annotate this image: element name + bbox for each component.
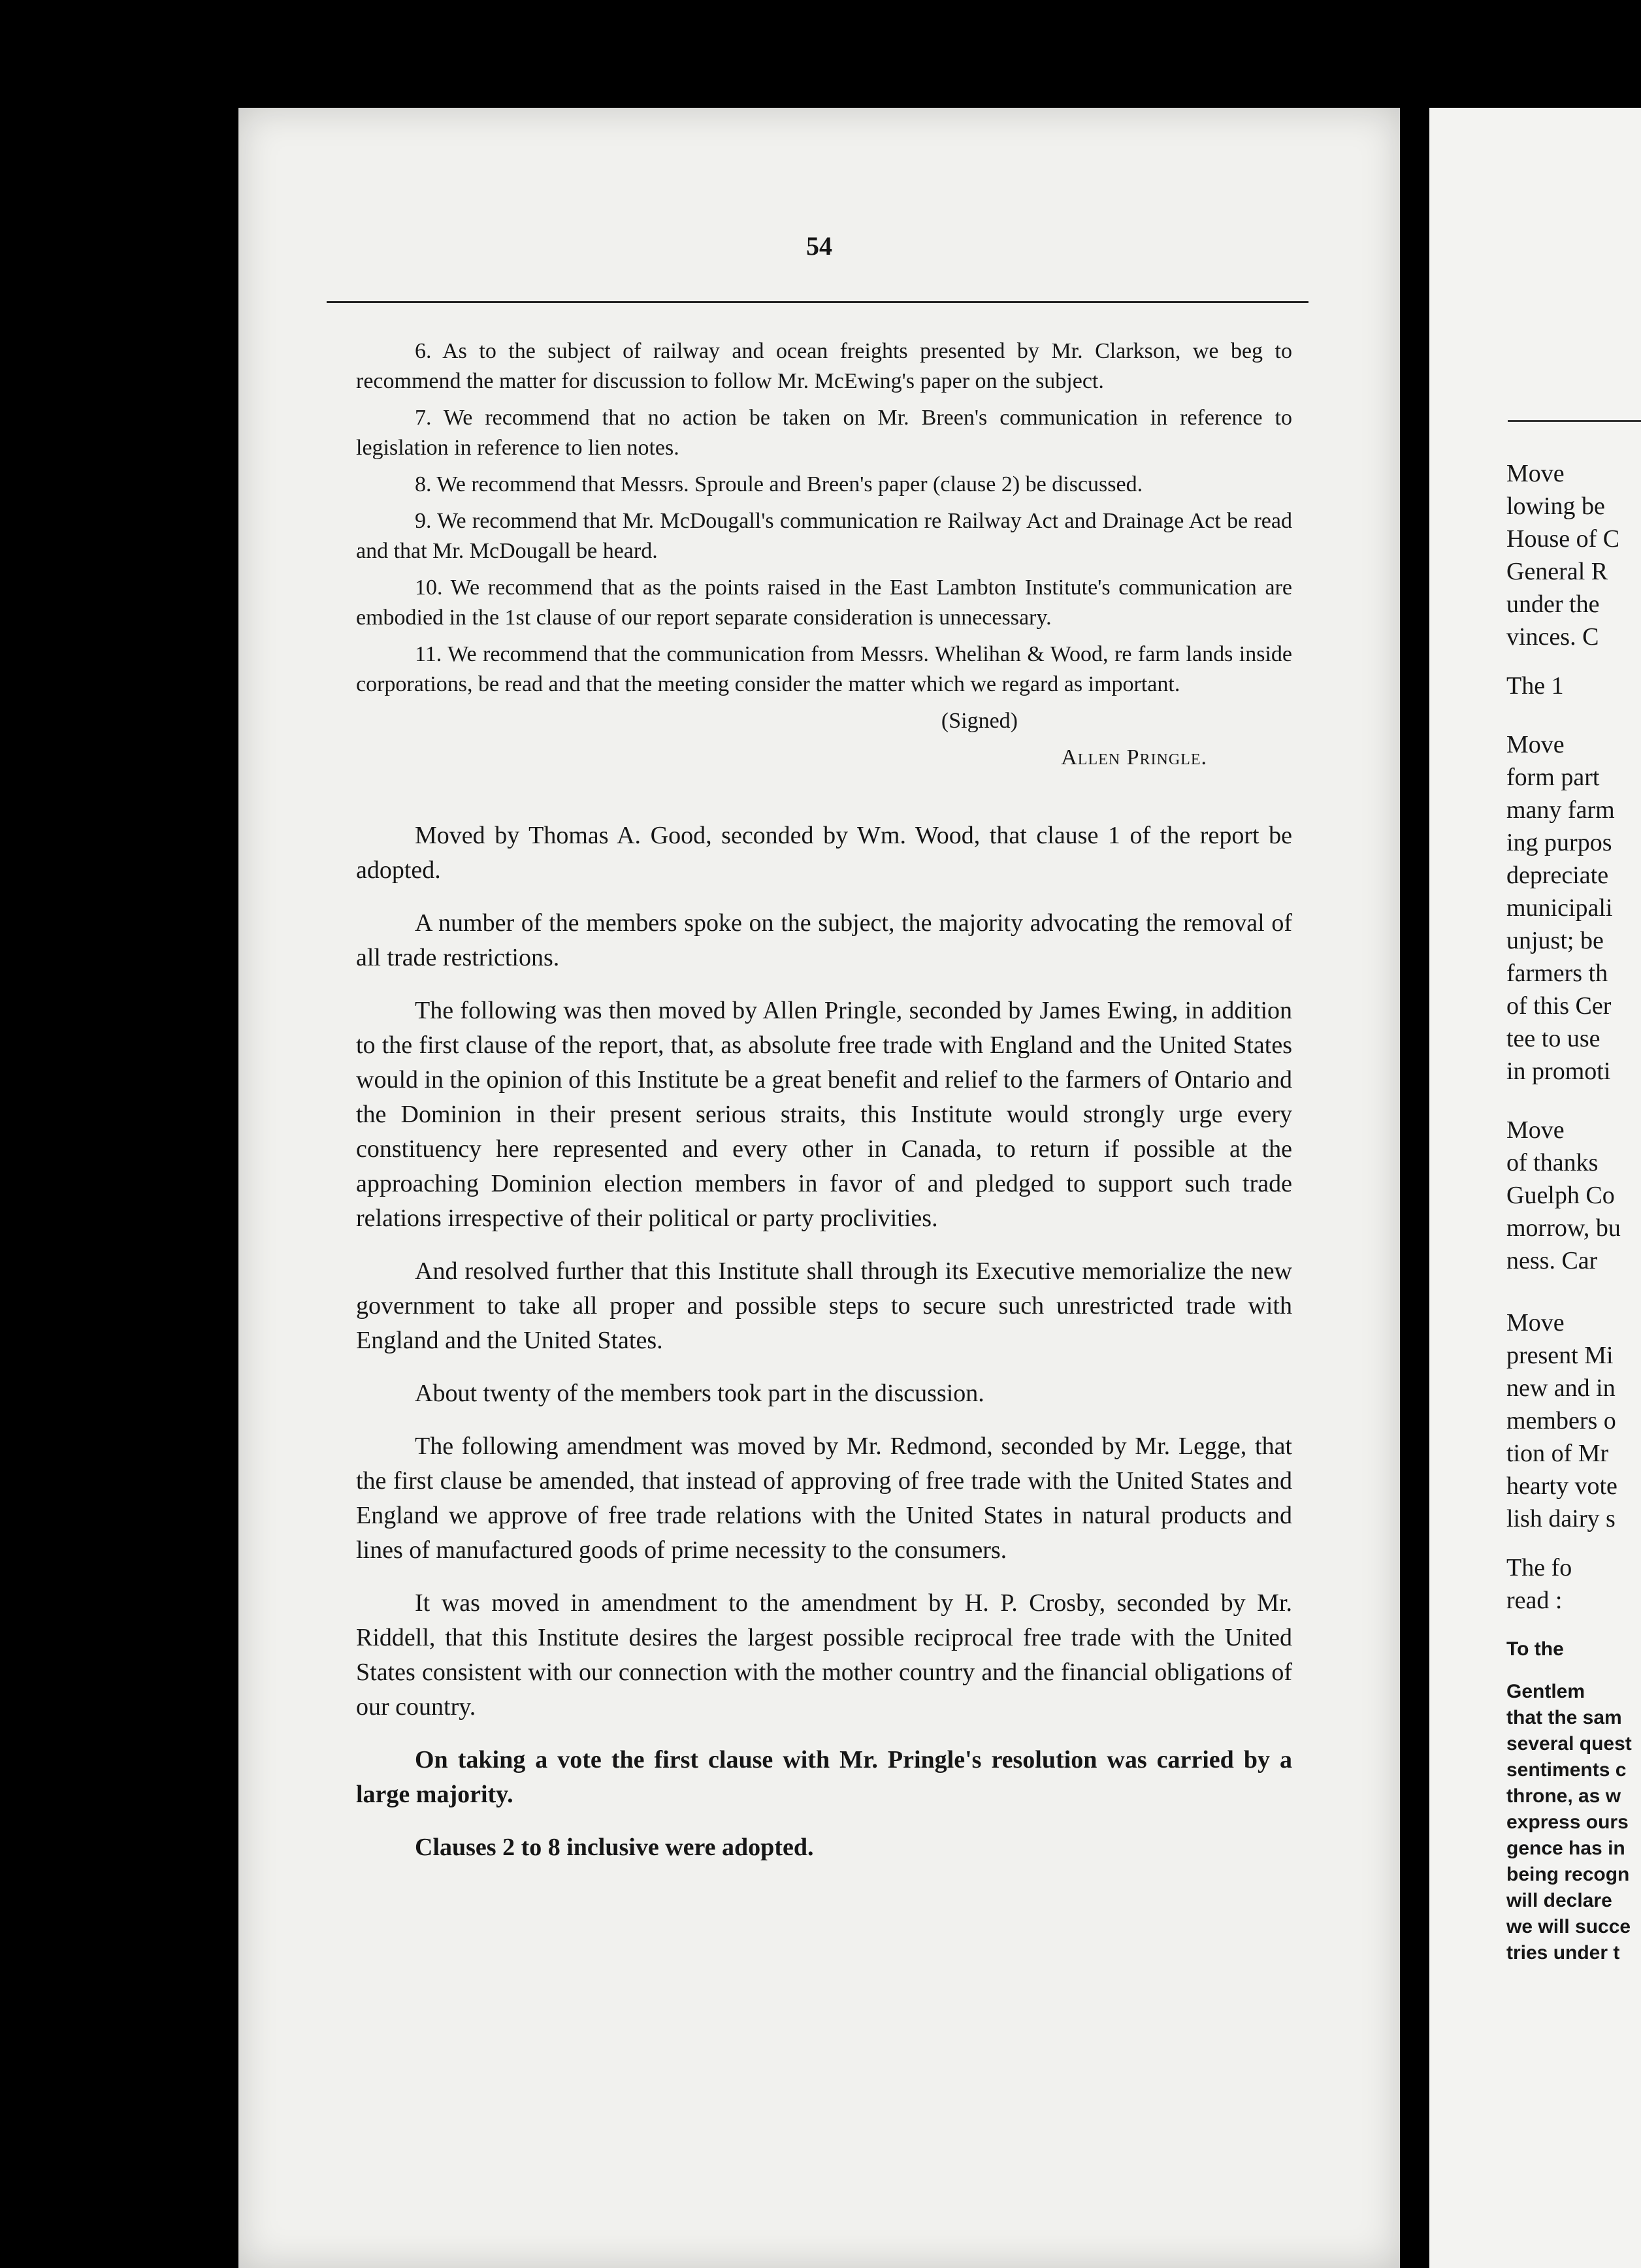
adjacent-line: tries under t — [1506, 1942, 1620, 1964]
adjacent-line: express ours — [1506, 1811, 1629, 1833]
signed-label: (Signed) — [941, 709, 1018, 733]
adjacent-line: To the — [1506, 1638, 1564, 1660]
adjacent-line: present Mi — [1506, 1342, 1614, 1369]
adjacent-header-rule — [1508, 420, 1641, 422]
paragraph-motion-clause-1: Moved by Thomas A. Good, seconded by Wm. Wood, that clause 1 of the report be adopted. — [356, 822, 1292, 884]
adjacent-line: municipali — [1506, 894, 1613, 922]
adjacent-line: sentiments c — [1506, 1759, 1627, 1781]
adjacent-line: read : — [1506, 1587, 1563, 1614]
report-item-8: 8. We recommend that Messrs. Sproule and Breen's paper (clause 2) be discussed. — [415, 472, 1143, 496]
report-item-7: 7. We recommend that no action be taken on Mr. Breen's communication in reference to legislation in reference to lien notes. — [356, 406, 1292, 460]
paragraph-redmond-amendment: The following amendment was moved by Mr. Redmond, seconded by Mr. Legge, that the first clause be amended, that instead of approving of free trade with the United States and England we approve of free trade relations with the United States in natural products and lines of manufactured goods of prime necessity to the consumers. — [356, 1433, 1292, 1564]
adjacent-line: Move — [1506, 731, 1565, 758]
adjacent-line: House of C — [1506, 525, 1620, 553]
adjacent-line: farmers th — [1506, 960, 1608, 987]
adjacent-line: unjust; be — [1506, 927, 1604, 954]
adjacent-line: tee to use — [1506, 1025, 1600, 1052]
adjacent-line: several quest — [1506, 1733, 1632, 1755]
signature: Allen Pringle. — [1061, 745, 1207, 770]
adjacent-line: gence has in — [1506, 1838, 1625, 1859]
adjacent-line: ing purpos — [1506, 829, 1612, 856]
report-item-11: 11. We recommend that the communication from Messrs. Whelihan & Wood, re farm lands inside corporations, be read and that the meeting consider the matter which we regard as important. — [356, 642, 1292, 696]
header-rule — [327, 301, 1308, 303]
paragraph-clauses-adopted: Clauses 2 to 8 inclusive were adopted. — [415, 1834, 814, 1861]
paragraph-vote-result: On taking a vote the first clause with Mr. Pringle's resolution was carried by a large majority. — [356, 1746, 1292, 1808]
adjacent-line: will declare — [1506, 1890, 1612, 1911]
paragraph-pringle-motion: The following was then moved by Allen Pringle, seconded by James Ewing, in addition to the first clause of the report, that, as absolute free trade with England and the United States would in the opinion of this Institute be a great benefit and relief to the farmers of Ontario and the Dominion in their present serious straits, this Institute would strongly urge every constituency here represented and every other in Canada, to return if possible at the approaching Dominion election members in favor of and pledged to support such trade relations irrespective of their political or party proclivities. — [356, 997, 1293, 1232]
adjacent-line: Move — [1506, 460, 1565, 487]
adjacent-line: in promoti — [1506, 1058, 1611, 1085]
paragraph-crosby-amendment: It was moved in amendment to the amendment by H. P. Crosby, seconded by Mr. Riddell, that this Institute desires the largest possible reciprocal free trade with the United States consistent with our connection with the mother country and the financial obligations of our country. — [356, 1589, 1292, 1721]
page-number: 54 — [806, 231, 832, 261]
page-content — [356, 336, 1292, 1883]
adjacent-line: Move — [1506, 1309, 1565, 1336]
adjacent-page — [1429, 108, 1641, 2268]
adjacent-line: new and in — [1506, 1374, 1616, 1402]
adjacent-line: Move — [1506, 1116, 1565, 1144]
adjacent-line: The 1 — [1506, 672, 1564, 700]
adjacent-line: form part — [1506, 764, 1600, 791]
adjacent-line: Gentlem — [1506, 1681, 1585, 1702]
report-item-6: 6. As to the subject of railway and ocean freights presented by Mr. Clarkson, we beg to recommend the matter for discussion to follow Mr. McEwing's paper on the subject. — [356, 339, 1292, 393]
paragraph-discussion: About twenty of the members took part in the discussion. — [415, 1380, 984, 1407]
adjacent-line: of this Cer — [1506, 992, 1612, 1020]
report-item-9: 9. We recommend that Mr. McDougall's communication re Railway Act and Drainage Act be read and that Mr. McDougall be heard. — [356, 509, 1292, 563]
adjacent-line: hearty vote — [1506, 1472, 1617, 1500]
adjacent-line: General R — [1506, 558, 1608, 585]
adjacent-line: lowing be — [1506, 493, 1605, 520]
adjacent-line: morrow, bu — [1506, 1214, 1621, 1242]
paragraph-resolved-further: And resolved further that this Institute shall through its Executive memorialize the new government to take all proper and possible steps to secure such unrestricted trade with England and the United States. — [356, 1257, 1292, 1354]
adjacent-line: under the — [1506, 591, 1600, 618]
adjacent-line: depreciate — [1506, 862, 1609, 889]
adjacent-line: members o — [1506, 1407, 1616, 1434]
adjacent-line: tion of Mr — [1506, 1440, 1609, 1467]
adjacent-line: we will succe — [1506, 1916, 1631, 1937]
adjacent-line: lish dairy s — [1506, 1505, 1616, 1532]
report-item-10: 10. We recommend that as the points raised in the East Lambton Institute's communication are embodied in the 1st clause of our report separate consideration is unnecessary. — [356, 575, 1292, 630]
adjacent-line: Guelph Co — [1506, 1182, 1615, 1209]
left-page — [238, 108, 1400, 2268]
adjacent-line: being recogn — [1506, 1864, 1630, 1885]
adjacent-line: that the sam — [1506, 1707, 1622, 1728]
adjacent-line: throne, as w — [1506, 1785, 1621, 1807]
paragraph-members-spoke: A number of the members spoke on the subject, the majority advocating the removal of all trade restrictions. — [356, 909, 1292, 971]
adjacent-line: of thanks — [1506, 1149, 1599, 1176]
adjacent-line: many farm — [1506, 796, 1615, 824]
adjacent-line: The fo — [1506, 1554, 1572, 1581]
adjacent-line: ness. Car — [1506, 1247, 1598, 1274]
adjacent-line: vinces. C — [1506, 623, 1599, 651]
